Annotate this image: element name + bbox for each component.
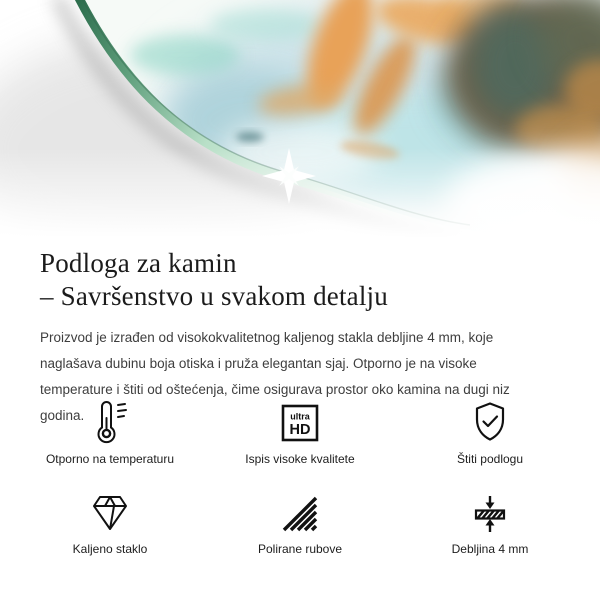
glass-pad-illustration xyxy=(0,0,600,240)
feature-print-quality xyxy=(205,396,395,466)
feature-polished-edges xyxy=(205,486,395,556)
feature-protects-surface xyxy=(395,396,585,466)
polished-edges-icon xyxy=(280,486,320,534)
shield-check-icon xyxy=(470,396,510,444)
feature-label: Štiti podlogu xyxy=(456,452,524,466)
product-description: Proizvod je izrađen od visokokvalitetnog kaljenog stakla debljine 4 mm, koje naglašava dubinu boja otiska i pruža elegantan sjaj. Otporno je na visoke temperature i štiti od oštećenja, čime osigurava prostor oko kamina na dugi niz godina. xyxy=(40,329,510,423)
thermometer-icon xyxy=(91,396,129,444)
ultra-hd-badge-top: ultra xyxy=(290,411,310,422)
feature-thickness xyxy=(395,486,585,556)
diamond-icon xyxy=(88,486,132,534)
feature-grid xyxy=(15,396,585,556)
feature-temperature xyxy=(15,396,205,466)
page-title-line1: Podloga za kamin xyxy=(40,248,237,279)
feature-label: Otporno na temperaturu xyxy=(45,452,175,466)
thickness-icon xyxy=(470,486,510,534)
ultra-hd-icon xyxy=(279,396,321,444)
feature-label: Debljina 4 mm xyxy=(451,542,529,556)
feature-tempered-glass xyxy=(15,486,205,556)
feature-label: Polirane rubove xyxy=(257,542,343,556)
product-hero-image xyxy=(0,0,600,240)
feature-label: Kaljeno staklo xyxy=(72,542,148,556)
ultra-hd-badge-bottom: HD xyxy=(289,422,311,438)
page-title-line2: – Savršenstvo u svakom detalju xyxy=(40,281,388,312)
page-title xyxy=(40,247,560,313)
feature-label: Ispis visoke kvalitete xyxy=(245,452,355,466)
